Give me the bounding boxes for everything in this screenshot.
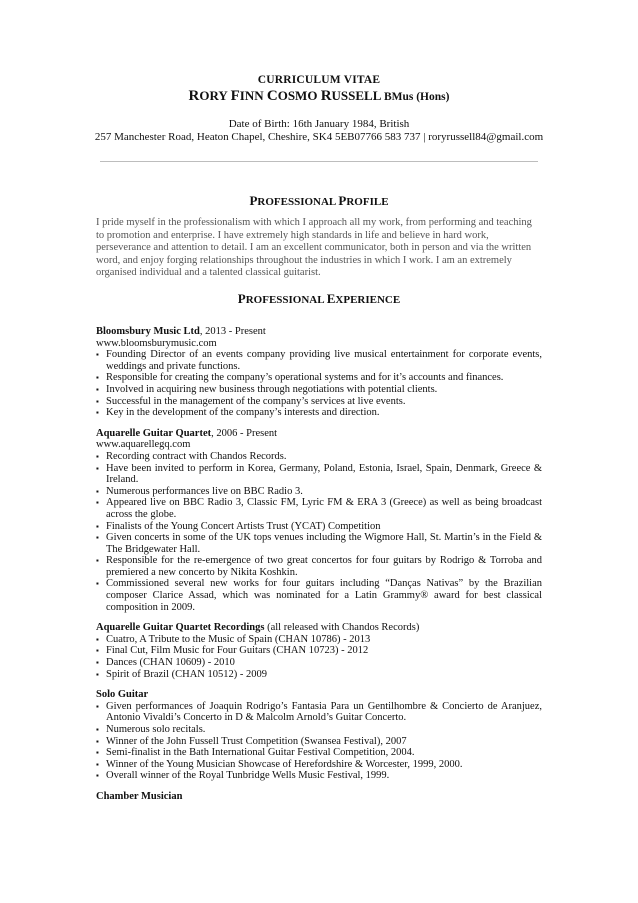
bullet-text: Winner of the Young Musician Showcase of Herefordshire & Worcester, 1999, 2000. xyxy=(106,758,463,770)
experience-section-title xyxy=(0,291,638,307)
bullet-item xyxy=(96,701,542,724)
entry-heading xyxy=(96,326,542,338)
bullet-text: Spirit of Brazil (CHAN 10512) - 2009 xyxy=(106,668,267,680)
name-rest: OSMO xyxy=(277,88,321,103)
bullet-icon: ▪ xyxy=(96,350,99,360)
bullet-item xyxy=(96,349,542,372)
title-rest: ROFILE xyxy=(346,196,389,208)
title-cap: E xyxy=(326,291,336,306)
entry-heading xyxy=(96,791,542,803)
bullet-text: Overall winner of the Royal Tunbridge Wells Music Festival, 1999. xyxy=(106,770,390,782)
bullet-icon: ▪ xyxy=(96,521,99,531)
bullet-text: Numerous performances live on BBC Radio 3. xyxy=(106,485,303,497)
bullet-text: Given concerts in some of the UK tops venues including the Wigmore Hall, St. Martin’s in the Field & The Bridgewater Hall. xyxy=(106,532,542,555)
document-type-label: CURRICULUM VITAE xyxy=(257,74,381,86)
bullet-icon: ▪ xyxy=(96,759,99,769)
bullet-icon: ▪ xyxy=(96,408,99,418)
entry-name: Bloomsbury Music Ltd xyxy=(96,326,200,337)
bullet-text: Finalists of the Young Concert Artists Trust (YCAT) Competition xyxy=(106,520,381,532)
bullet-text: Appeared live on BBC Radio 3, Classic FM, Lyric FM & ERA 3 (Greece) as well as being broadcast across the globe. xyxy=(106,497,542,520)
bullet-icon: ▪ xyxy=(96,748,99,758)
entry-bullet-list xyxy=(96,701,542,782)
title-cap: P xyxy=(249,193,258,208)
bullet-text: Responsible for creating the company’s operational systems and for it’s accounts and finances. xyxy=(106,372,504,384)
bullet-item xyxy=(96,407,542,419)
bullet-item xyxy=(96,521,542,533)
bullet-icon: ▪ xyxy=(96,384,99,394)
bullet-text: Recording contract with Chandos Records. xyxy=(106,450,287,462)
bullet-item xyxy=(96,645,542,657)
bullet-text: Key in the development of the company’s interests and direction. xyxy=(106,407,380,419)
entry-bullet-list xyxy=(96,451,542,613)
bullet-icon: ▪ xyxy=(96,669,99,679)
bullet-item xyxy=(96,486,542,498)
bullet-item xyxy=(96,451,542,463)
bullet-text: Involved in acquiring new business through negotiations with potential clients. xyxy=(106,383,438,395)
header-divider xyxy=(100,161,538,162)
entry-heading xyxy=(96,689,542,701)
name-rest: ORY xyxy=(199,88,231,103)
entry-name: Solo Guitar xyxy=(96,689,149,701)
entry-suffix: , 2013 - Present xyxy=(199,326,266,337)
bullet-icon: ▪ xyxy=(96,579,99,589)
name-cap: C xyxy=(266,88,278,104)
name-cap: F xyxy=(230,88,240,104)
bullet-icon: ▪ xyxy=(96,634,99,644)
bullet-text: Semi-finalist in the Bath International Guitar Festival Competition, 2004. xyxy=(106,747,415,759)
bullet-icon: ▪ xyxy=(96,463,99,473)
bullet-item xyxy=(96,657,542,669)
name-rest: INN xyxy=(239,88,267,103)
experience-entry xyxy=(96,689,542,782)
experience-entry xyxy=(96,428,542,614)
bullet-text: Numerous solo recitals. xyxy=(106,724,206,735)
bullet-item xyxy=(96,578,542,613)
bullet-icon: ▪ xyxy=(96,725,99,734)
title-rest: ROFESSIONAL xyxy=(257,196,339,208)
bullet-text: Have been invited to perform in Korea, Germany, Poland, Estonia, Israel, Spain, Denmark, Greece & Ireland. xyxy=(106,462,542,486)
bullet-icon: ▪ xyxy=(96,396,99,406)
bullet-item xyxy=(96,555,542,578)
title-cap: P xyxy=(338,193,347,208)
qualification: BMus (Hons) xyxy=(383,91,450,103)
bullet-item xyxy=(96,747,542,759)
bullet-icon: ▪ xyxy=(96,771,99,781)
name-cap: R xyxy=(320,88,332,104)
entry-website: www.bloomsburymusic.com xyxy=(96,337,217,349)
entry-website: www.aquarellegq.com xyxy=(96,439,191,451)
entry-name: Chamber Musician xyxy=(96,790,183,802)
bullet-text: Dances (CHAN 10609) - 2010 xyxy=(106,657,235,669)
bullet-text: Commissioned several new works for four guitars including “Danças Nativas” by the Brazilian composer Clarice Assad, which was nominated for a Latin Grammy® award for best classical composition in 2009. xyxy=(106,578,542,613)
candidate-name xyxy=(0,88,638,105)
entry-heading xyxy=(96,622,542,634)
bullet-item xyxy=(96,724,542,736)
bullet-icon: ▪ xyxy=(96,451,99,461)
bullet-icon: ▪ xyxy=(96,486,99,496)
bullet-text: Responsible for the re-emergence of two great concertos for four guitars by Rodrigo & Torroba and premiered a new concerto by Nikita Koshkin. xyxy=(106,555,542,578)
bullet-item xyxy=(96,770,542,782)
bullet-text: Winner of the John Fussell Trust Competition (Swansea Festival), 2007 xyxy=(106,735,407,747)
entry-name: Aquarelle Guitar Quartet xyxy=(96,427,212,439)
profile-section-title xyxy=(0,193,638,209)
profile-text: I pride myself in the professionalism with which I approach all my work, from performing and teaching to promotion and enterprise. I have extremely high standards in life and believe in hard work, perseverance and attention to detail. I am an excellent communicator, both in person and via the written word, and enjoy forging relationships throughout the industries in which I work. I am an extremely organised individual and a talented classical guitarist. xyxy=(96,217,532,279)
bullet-text: Successful in the management of the company’s services at live events. xyxy=(106,395,406,407)
bullet-item xyxy=(96,463,542,486)
bullet-item xyxy=(96,669,542,681)
bullet-icon: ▪ xyxy=(96,498,99,508)
entry-heading xyxy=(96,428,542,440)
title-cap: P xyxy=(237,291,246,306)
bullet-item xyxy=(96,759,542,771)
experience-entry xyxy=(96,622,542,680)
experience-list xyxy=(96,326,542,812)
bullet-item xyxy=(96,497,542,520)
bullet-text: Founding Director of an events company providing live musical entertainment for corporate events, weddings and private functions. xyxy=(106,349,542,372)
bullet-icon: ▪ xyxy=(96,658,99,668)
date-of-birth: Date of Birth: 16th January 1984, British xyxy=(228,118,410,130)
bullet-text: Final Cut, Film Music for Four Guitars (CHAN 10723) - 2012 xyxy=(106,645,369,657)
title-rest: ROFESSIONAL xyxy=(245,294,327,306)
entry-suffix: (all released with Chandos Records) xyxy=(264,622,420,634)
bullet-item xyxy=(96,396,542,408)
title-rest: XPERIENCE xyxy=(335,294,401,306)
name-cap: R xyxy=(188,88,200,104)
entry-name: Aquarelle Guitar Quartet Recordings xyxy=(96,622,265,634)
name-rest: USSELL xyxy=(331,88,381,103)
bullet-icon: ▪ xyxy=(96,533,99,543)
contact-line: 257 Manchester Road, Heaton Chapel, Cheshire, SK4 5EB07766 583 737 | roryrussell84@gmail.com xyxy=(94,131,544,143)
experience-entry xyxy=(96,326,542,419)
bullet-icon: ▪ xyxy=(96,373,99,383)
bullet-icon: ▪ xyxy=(96,736,99,746)
bullet-icon: ▪ xyxy=(96,701,99,711)
experience-entry xyxy=(96,791,542,803)
entry-suffix: , 2006 - Present xyxy=(211,427,278,439)
entry-bullet-list xyxy=(96,634,542,680)
entry-bullet-list xyxy=(96,349,542,419)
bullet-item xyxy=(96,532,542,555)
bullet-item xyxy=(96,372,542,384)
bullet-text: Cuatro, A Tribute to the Music of Spain (CHAN 10786) - 2013 xyxy=(106,633,371,645)
bullet-item xyxy=(96,634,542,646)
bullet-icon: ▪ xyxy=(96,646,99,656)
bullet-item xyxy=(96,384,542,396)
bullet-item xyxy=(96,736,542,748)
bullet-text: Given performances of Joaquin Rodrigo’s Fantasia Para un Gentilhombre & Concierto de Aranjuez, Antonio Vivaldi’s Concerto in D & Malcolm Arnold’s Guitar Concerto. xyxy=(106,700,542,724)
bullet-icon: ▪ xyxy=(96,556,99,566)
